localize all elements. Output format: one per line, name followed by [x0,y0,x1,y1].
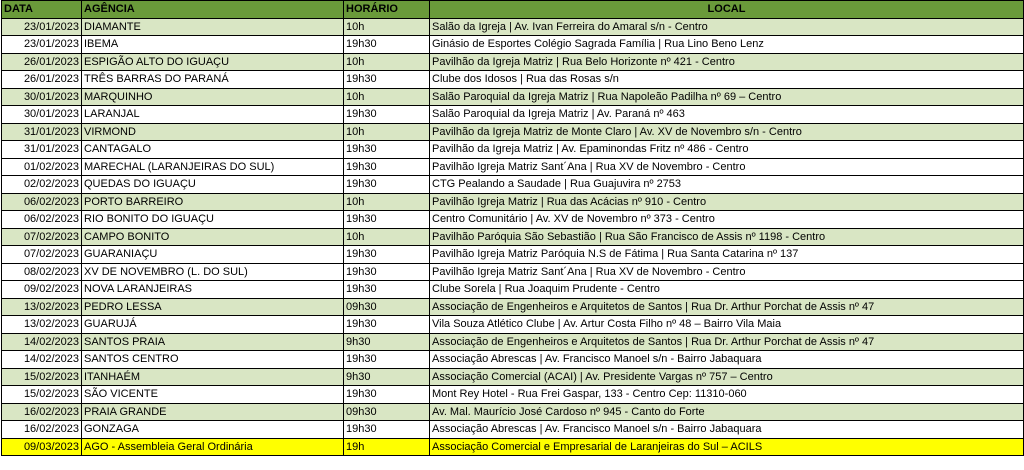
table-row [2,298,1024,316]
agency-cell: SANTOS CENTRO [82,351,344,369]
date-cell: 09/02/2023 [2,281,82,299]
date-cell: 30/01/2023 [2,106,82,124]
time-cell: 10h [344,53,430,71]
table-row [2,158,1024,176]
agency-cell: AGO - Assembleia Geral Ordinária [82,438,344,456]
agency-cell: PEDRO LESSA [82,298,344,316]
table-row [2,211,1024,229]
date-cell: 23/01/2023 [2,18,82,36]
table-row [2,246,1024,264]
date-cell: 16/02/2023 [2,421,82,439]
table-row [2,263,1024,281]
time-cell: 19h30 [344,281,430,299]
date-cell: 14/02/2023 [2,351,82,369]
date-cell: 15/02/2023 [2,386,82,404]
location-cell: Associação de Engenheiros e Arquitetos de Santos | Rua Dr. Arthur Porchat de Assis nº 47 [430,333,1024,351]
agency-cell: GONZAGA [82,421,344,439]
location-cell: Vila Souza Atlético Clube | Av. Artur Costa Filho nº 48 – Bairro Vila Maia [430,316,1024,334]
date-cell: 31/01/2023 [2,123,82,141]
table-row [2,18,1024,36]
agency-cell: DIAMANTE [82,18,344,36]
agency-cell: TRÊS BARRAS DO PARANÁ [82,71,344,89]
table-row [2,368,1024,386]
agency-cell: VIRMOND [82,123,344,141]
table-row [2,281,1024,299]
date-cell: 14/02/2023 [2,333,82,351]
date-cell: 08/02/2023 [2,263,82,281]
date-cell: 07/02/2023 [2,228,82,246]
time-cell: 10h [344,18,430,36]
time-cell: 19h30 [344,36,430,54]
time-cell: 19h30 [344,71,430,89]
agency-cell: MARECHAL (LARANJEIRAS DO SUL) [82,158,344,176]
agency-cell: CANTAGALO [82,141,344,159]
header-date: DATA [2,1,82,19]
location-cell: Associação Comercial e Empresarial de Laranjeiras do Sul – ACILS [430,438,1024,456]
time-cell: 10h [344,88,430,106]
location-cell: Pavilhão da Igreja Matriz | Rua Belo Horizonte nº 421 - Centro [430,53,1024,71]
agency-cell: SÃO VICENTE [82,386,344,404]
location-cell: Salão da Igreja | Av. Ivan Ferreira do Amaral s/n - Centro [430,18,1024,36]
location-cell: Salão Paroquial da Igreja Matriz | Rua Napoleão Padilha nº 69 – Centro [430,88,1024,106]
time-cell: 09h30 [344,403,430,421]
date-cell: 01/02/2023 [2,158,82,176]
location-cell: Av. Mal. Maurício José Cardoso nº 945 - Canto do Forte [430,403,1024,421]
table-row [2,386,1024,404]
time-cell: 19h30 [344,421,430,439]
schedule-table [1,0,1024,456]
date-cell: 13/02/2023 [2,316,82,334]
time-cell: 19h30 [344,106,430,124]
agency-cell: MARQUINHO [82,88,344,106]
agency-cell: PRAIA GRANDE [82,403,344,421]
table-row [2,106,1024,124]
location-cell: Associação Abrescas | Av. Francisco Manoel s/n - Bairro Jabaquara [430,351,1024,369]
table-body [2,18,1024,456]
agency-cell: RIO BONITO DO IGUAÇU [82,211,344,229]
location-cell: Centro Comunitário | Av. XV de Novembro nº 373 - Centro [430,211,1024,229]
location-cell: Ginásio de Esportes Colégio Sagrada Família | Rua Lino Beno Lenz [430,36,1024,54]
date-cell: 26/01/2023 [2,71,82,89]
date-cell: 15/02/2023 [2,368,82,386]
time-cell: 19h [344,438,430,456]
date-cell: 30/01/2023 [2,88,82,106]
time-cell: 19h30 [344,246,430,264]
table-row [2,88,1024,106]
location-cell: Pavilhão Paróquia São Sebastião | Rua São Francisco de Assis nº 1198 - Centro [430,228,1024,246]
time-cell: 19h30 [344,263,430,281]
table-row [2,438,1024,456]
time-cell: 19h30 [344,316,430,334]
table-row [2,403,1024,421]
location-cell: Clube Sorela | Rua Joaquim Prudente - Centro [430,281,1024,299]
location-cell: Clube dos Idosos | Rua das Rosas s/n [430,71,1024,89]
location-cell: Mont Rey Hotel - Rua Frei Gaspar, 133 - Centro Cep: 11310-060 [430,386,1024,404]
date-cell: 23/01/2023 [2,36,82,54]
table-row [2,228,1024,246]
table-row [2,421,1024,439]
date-cell: 07/02/2023 [2,246,82,264]
table-row [2,316,1024,334]
time-cell: 19h30 [344,176,430,194]
agency-cell: GUARANIAÇU [82,246,344,264]
date-cell: 02/02/2023 [2,176,82,194]
agency-cell: NOVA LARANJEIRAS [82,281,344,299]
location-cell: Associação Abrescas | Av. Francisco Manoel s/n - Bairro Jabaquara [430,421,1024,439]
time-cell: 10h [344,193,430,211]
time-cell: 19h30 [344,141,430,159]
time-cell: 19h30 [344,386,430,404]
location-cell: Pavilhão Igreja Matriz Sant´Ana | Rua XV de Novembro - Centro [430,158,1024,176]
agency-cell: PORTO BARREIRO [82,193,344,211]
table-row [2,53,1024,71]
time-cell: 19h30 [344,211,430,229]
agency-cell: XV DE NOVEMBRO (L. DO SUL) [82,263,344,281]
agency-cell: SANTOS PRAIA [82,333,344,351]
time-cell: 19h30 [344,158,430,176]
time-cell: 9h30 [344,368,430,386]
agency-cell: ESPIGÃO ALTO DO IGUAÇU [82,53,344,71]
date-cell: 16/02/2023 [2,403,82,421]
table-row [2,36,1024,54]
location-cell: Associação Comercial (ACAI) | Av. Presidente Vargas nº 757 – Centro [430,368,1024,386]
agency-cell: ITANHAÉM [82,368,344,386]
agency-cell: CAMPO BONITO [82,228,344,246]
location-cell: Pavilhão da Igreja Matriz de Monte Claro | Av. XV de Novembro s/n - Centro [430,123,1024,141]
agency-cell: GUARUJÁ [82,316,344,334]
location-cell: Pavilhão da Igreja Matriz | Av. Epaminondas Fritz nº 486 - Centro [430,141,1024,159]
agency-cell: IBEMA [82,36,344,54]
date-cell: 31/01/2023 [2,141,82,159]
date-cell: 13/02/2023 [2,298,82,316]
time-cell: 9h30 [344,333,430,351]
date-cell: 26/01/2023 [2,53,82,71]
agency-cell: QUEDAS DO IGUAÇU [82,176,344,194]
location-cell: CTG Pealando a Saudade | Rua Guajuvira nº 2753 [430,176,1024,194]
location-cell: Pavilhão Igreja Matriz Paróquia N.S de Fátima | Rua Santa Catarina nº 137 [430,246,1024,264]
date-cell: 06/02/2023 [2,193,82,211]
location-cell: Pavilhão Igreja Matriz Sant´Ana | Rua XV de Novembro - Centro [430,263,1024,281]
table-row [2,71,1024,89]
table-row [2,141,1024,159]
date-cell: 06/02/2023 [2,211,82,229]
header-agency: AGÊNCIA [82,1,344,19]
table-row [2,176,1024,194]
table-row [2,123,1024,141]
table-row [2,351,1024,369]
table-row [2,333,1024,351]
location-cell: Pavilhão Igreja Matriz | Rua das Acácias nº 910 - Centro [430,193,1024,211]
header-time: HORÁRIO [344,1,430,19]
date-cell: 09/03/2023 [2,438,82,456]
time-cell: 09h30 [344,298,430,316]
header-row [2,1,1024,19]
time-cell: 10h [344,228,430,246]
agency-cell: LARANJAL [82,106,344,124]
time-cell: 10h [344,123,430,141]
table-row [2,193,1024,211]
header-location: LOCAL [430,1,1024,19]
location-cell: Salão Paroquial da Igreja Matriz | Av. Paraná nº 463 [430,106,1024,124]
time-cell: 19h30 [344,351,430,369]
location-cell: Associação de Engenheiros e Arquitetos de Santos | Rua Dr. Arthur Porchat de Assis nº 47 [430,298,1024,316]
